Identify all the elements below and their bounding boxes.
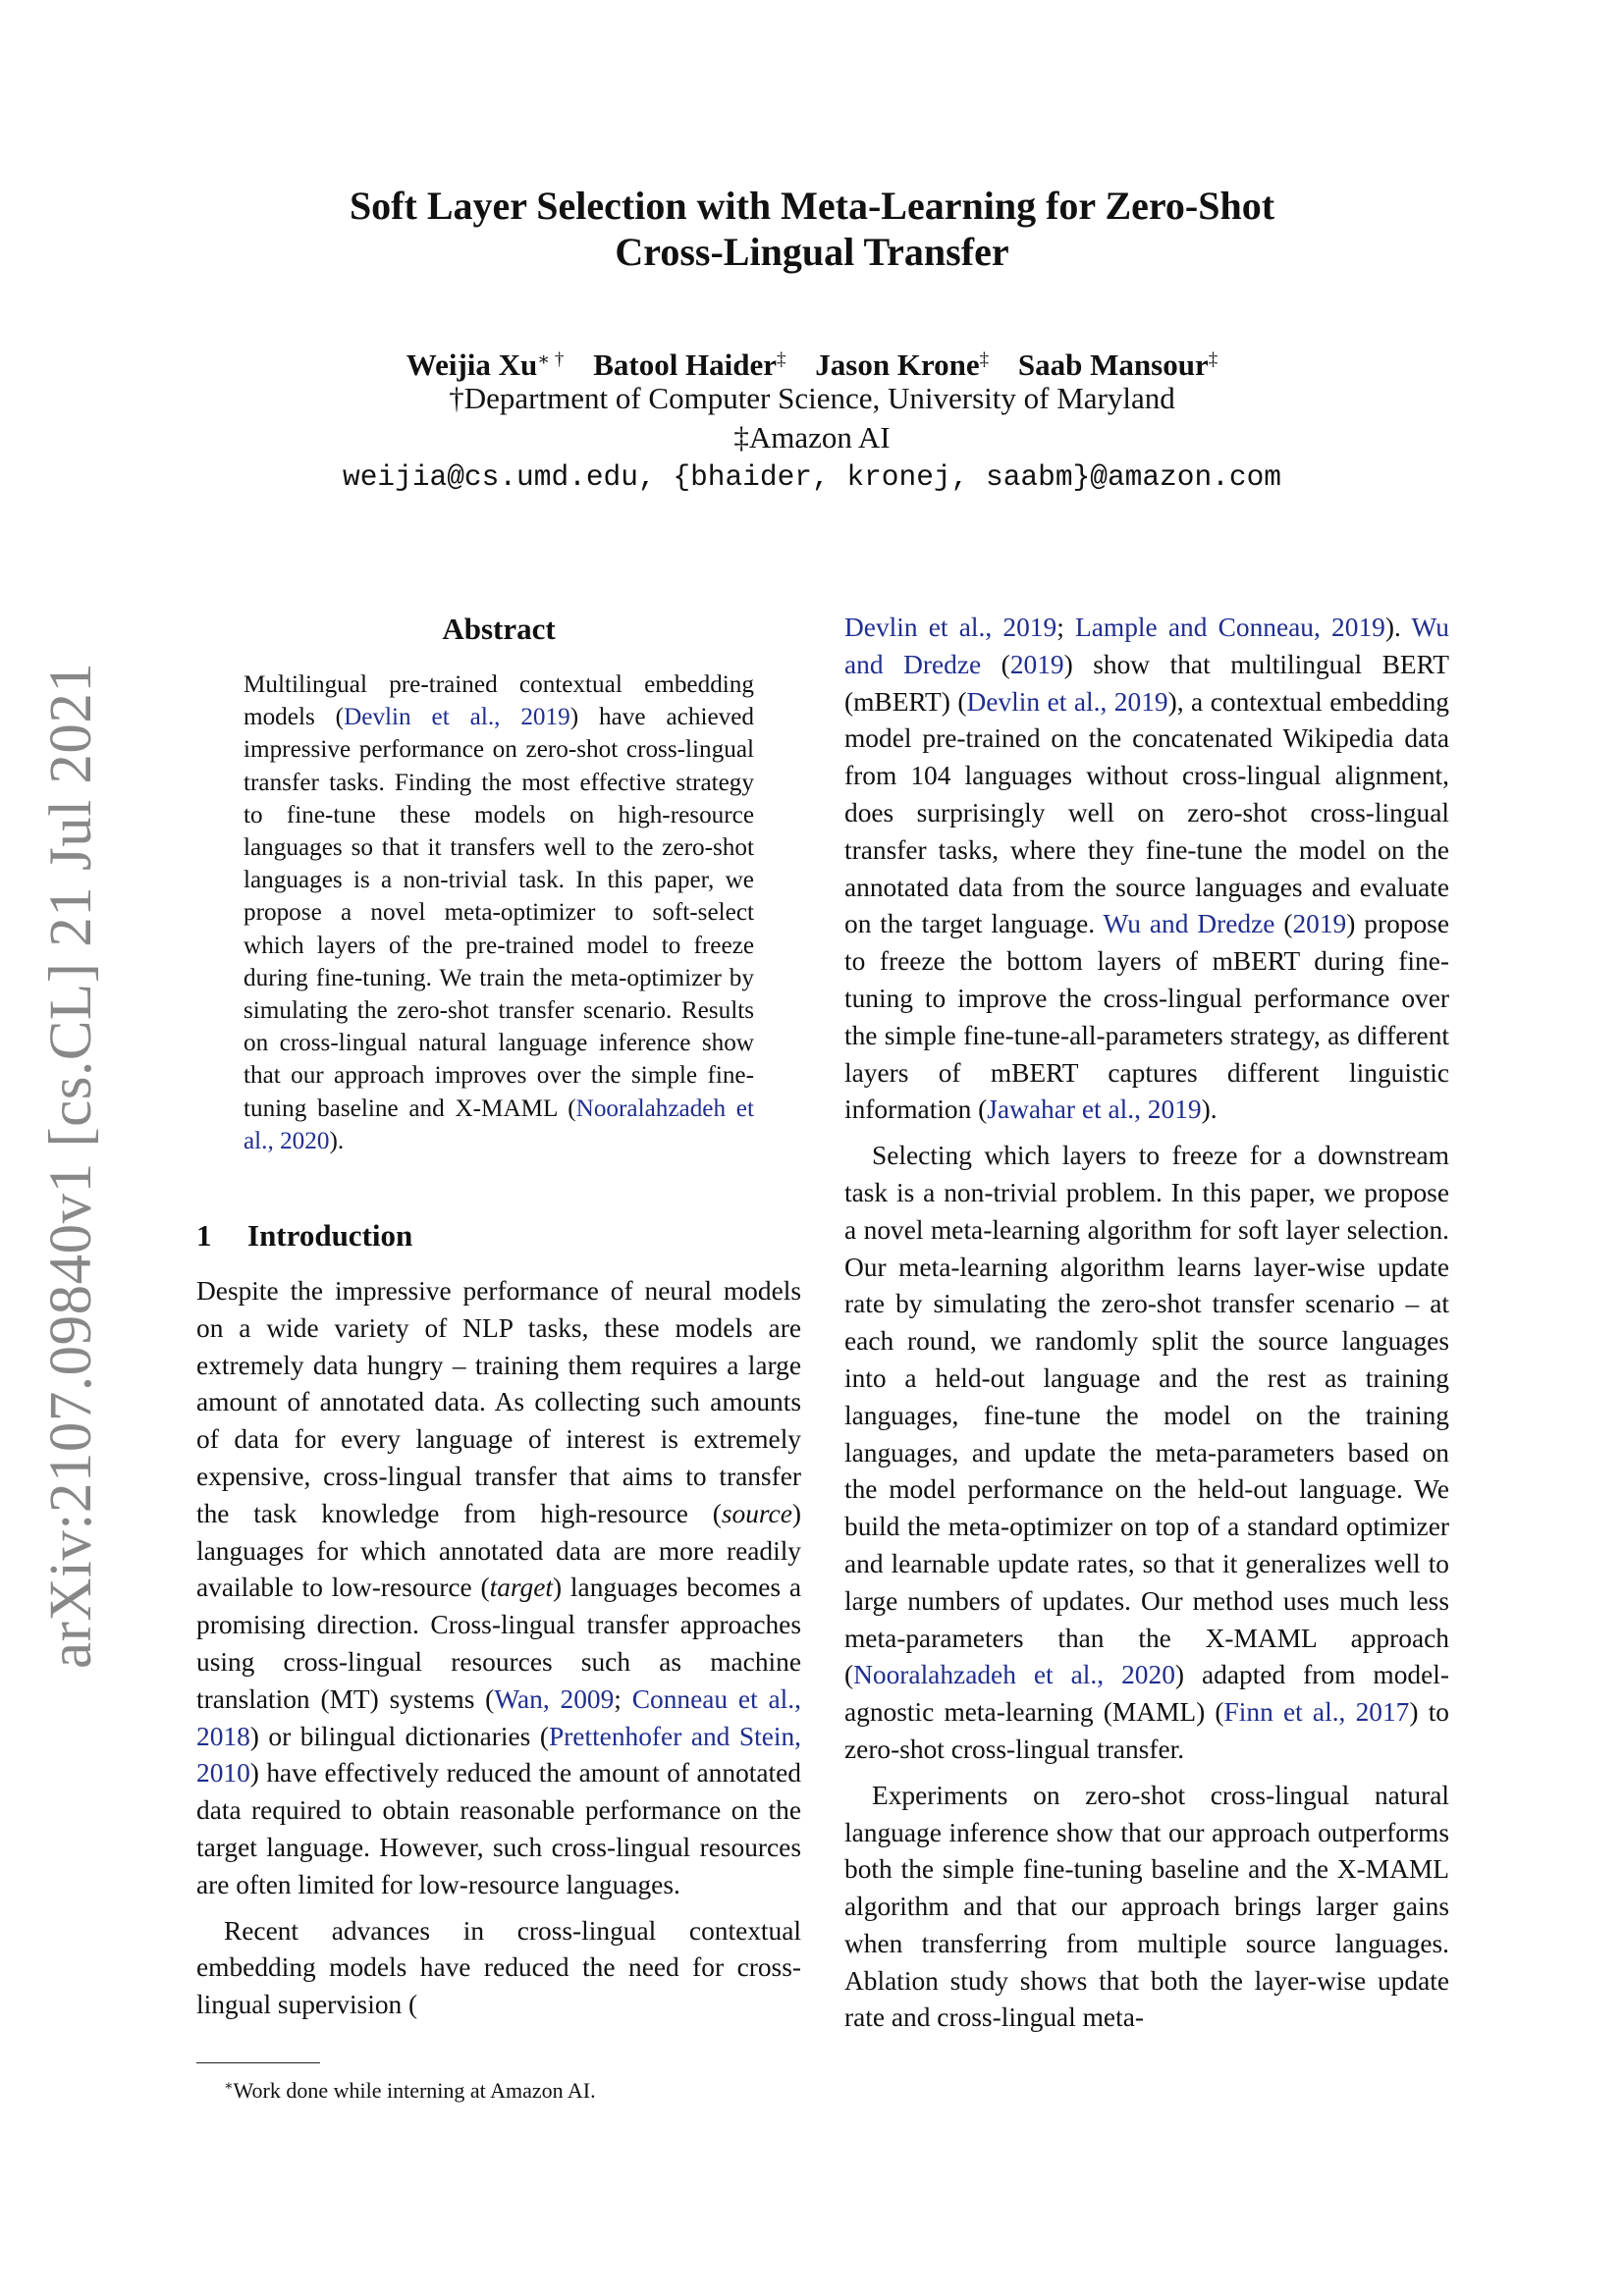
title-line: Cross-Lingual Transfer xyxy=(615,230,1009,274)
text-run: ) languages becomes a promising direction. Cross-lingual transfer approaches using cross-lingual resources such as machine translation (MT) systems ( xyxy=(196,1573,802,1714)
body-paragraph-continued xyxy=(844,610,1449,1129)
author-marks: ‡ xyxy=(979,349,990,370)
citation-link[interactable]: Prettenhofer and Stein, 2010 xyxy=(196,1721,802,1789)
footnote xyxy=(196,2073,801,2105)
abstract-heading: Abstract xyxy=(442,612,556,646)
text-run: ) have effectively reduced the amount of annotated data required to obtain reasonable performance on the target language. However, such cross-lingual resources are often limited for low-resource languages. xyxy=(196,1758,801,1899)
text-run: ) show that multilingual BERT (mBERT) ( xyxy=(844,649,1449,717)
citation-link[interactable]: Devlin et al., 2019 xyxy=(966,686,1168,717)
author-marks: ‡ xyxy=(777,349,786,370)
text-run: ) adapted from model-agnostic meta-learning (MAML) ( xyxy=(844,1660,1449,1728)
section-title: Introduction xyxy=(247,1218,413,1253)
body-paragraph xyxy=(844,1778,1449,2038)
arxiv-identifier: arXiv:2107.09840v1 [cs.CL] 21 Jul 2021 xyxy=(38,662,104,1669)
citation-link[interactable]: Devlin et al., 2019 xyxy=(844,613,1057,642)
text-run: ) have achieved impressive performance on zero-shot cross-lingual transfer tasks. Finding the most effective strategy to fine-tune these models on high-resource languages so that it transfers well to the zero-shot languages is a non-trivial task. In this paper, we propose a novel meta-optimizer to soft-select which layers of the pre-trained model to freeze during fine-tuning. We train the meta-optimizer by simulating the zero-shot transfer scenario. Results on cross-lingual natural language inference show that our approach improves over the simple fine-tuning baseline and X-MAML ( xyxy=(244,704,754,1122)
text-run: Multilingual pre-trained contextual embedding models ( xyxy=(244,671,754,731)
affiliation: †Department of Computer Science, University of Maryland xyxy=(449,381,1175,415)
text-run: ). xyxy=(1384,613,1412,642)
text-run: ) to zero-shot cross-lingual transfer. xyxy=(844,1697,1449,1764)
citation-link[interactable]: Lample and Conneau, 2019 xyxy=(1075,613,1385,642)
citation-link[interactable]: 2019 xyxy=(1009,649,1064,679)
text-run: Selecting which layers to freeze for a downstream task is a non-trivial problem. In this paper, we propose a novel meta-learning algorithm for soft layer selection. Our meta-learning algorithm learns layer-wise update rate by simulating the zero-shot transfer scenario – at each round, we randomly split the source languages into a held-out language and the rest as training languages, fine-tune the model on the training languages, and update the meta-parameters based on the model performance on the held-out language. We build the meta-optimizer on top of a standard optimizer and learnable update rates, so that it generalizes well to large numbers of updates. Our method uses much less meta-parameters than the X-MAML approach ( xyxy=(844,1141,1449,1690)
author xyxy=(815,347,989,382)
citation-link[interactable]: Nooralahzadeh et al., 2020 xyxy=(244,1095,754,1154)
author xyxy=(593,347,785,382)
footnote-rule xyxy=(196,2062,320,2063)
text-run: Recent advances in cross-lingual contextual embedding models have reduced the need for cross-lingual supervision ( xyxy=(196,1915,801,2020)
author-name: Batool Haider xyxy=(593,347,778,382)
paper-title xyxy=(295,183,1329,275)
footnote-mark: ∗ xyxy=(224,2079,234,2094)
author-marks: ‡ xyxy=(1208,349,1218,370)
citation-link[interactable]: Wu and Dredze xyxy=(844,613,1449,679)
citation-link[interactable]: Wu and Dredze xyxy=(1103,909,1275,939)
text-run: Despite the impressive performance of neural models on a wide variety of NLP tasks, these models are extremely data hungry – training them requires a large amount of annotated data. As collecting such amounts of data for every language of interest is extremely expensive, cross-lingual transfer that aims to transfer the task knowledge from high-resource ( xyxy=(196,1276,801,1528)
section-number: 1 xyxy=(196,1218,212,1253)
text-run: ). xyxy=(1201,1095,1218,1125)
text-run: ( xyxy=(981,649,1010,679)
citation-link[interactable]: Devlin et al., 2019 xyxy=(344,704,570,731)
right-column xyxy=(844,610,1449,2037)
author xyxy=(1018,347,1218,382)
title-line: Soft Layer Selection with Meta-Learning for Zero-Shot xyxy=(349,184,1275,228)
text-run: Experiments on zero-shot cross-lingual natural language inference show that our approach outperforms both the simple fine-tuning baseline and the X-MAML algorithm and that our approach brings larger gains when transferring from multiple source languages. Ablation study shows that both the layer-wise update rate and cross-lingual meta- xyxy=(844,1780,1449,2033)
citation-link[interactable]: Nooralahzadeh et al., 2020 xyxy=(853,1660,1175,1690)
citation-link[interactable]: Conneau et al., 2018 xyxy=(196,1683,801,1751)
abstract-text xyxy=(244,668,754,1157)
footnote-text: Work done while interning at Amazon AI. xyxy=(233,2078,596,2103)
text-run: ) or bilingual dictionaries ( xyxy=(249,1721,549,1751)
emphasis: target xyxy=(489,1573,554,1603)
body-paragraph xyxy=(196,1273,801,1904)
citation-link[interactable]: 2019 xyxy=(1292,909,1347,939)
text-run: ( xyxy=(1274,909,1293,939)
text-run: ) languages for which annotated data are more readily available to low-resource ( xyxy=(196,1498,801,1603)
author-name: Weijia Xu xyxy=(406,347,538,382)
author-emails: weijia@cs.umd.edu, {bhaider, kronej, saabm}@amazon.com xyxy=(343,460,1281,494)
author xyxy=(406,347,565,382)
text-run: ), a contextual embedding model pre-trained on the concatenated Wikipedia data from 104 languages without cross-lingual alignment, does surprisingly well on zero-shot cross-lingual transfer tasks, where they fine-tune the model on the annotated data from the source languages and evaluate on the target language. xyxy=(844,686,1450,939)
text-run: ). xyxy=(329,1127,345,1154)
emphasis: source xyxy=(721,1498,792,1528)
affiliation: ‡Amazon AI xyxy=(733,420,891,454)
text-run: ) propose to freeze the bottom layers of mBERT during fine-tuning to improve the cross-lingual performance over the simple fine-tune-all-parameters strategy, as different layers of mBERT captures different linguistic information ( xyxy=(844,909,1449,1125)
left-column xyxy=(196,1273,801,2024)
body-paragraph xyxy=(196,1913,801,2024)
author-list xyxy=(245,341,1379,385)
citation-link[interactable]: Jawahar et al., 2019 xyxy=(987,1095,1202,1125)
text-run: ; xyxy=(1056,613,1076,642)
text-run: ; xyxy=(614,1683,632,1714)
author-marks: ∗ † xyxy=(537,349,565,370)
section-heading xyxy=(196,1217,412,1255)
citation-link[interactable]: Finn et al., 2017 xyxy=(1223,1697,1410,1728)
author-name: Saab Mansour xyxy=(1017,347,1209,382)
citation-link[interactable]: Wan, 2009 xyxy=(494,1683,615,1714)
author-name: Jason Krone xyxy=(815,347,980,382)
body-paragraph xyxy=(844,1138,1449,1769)
